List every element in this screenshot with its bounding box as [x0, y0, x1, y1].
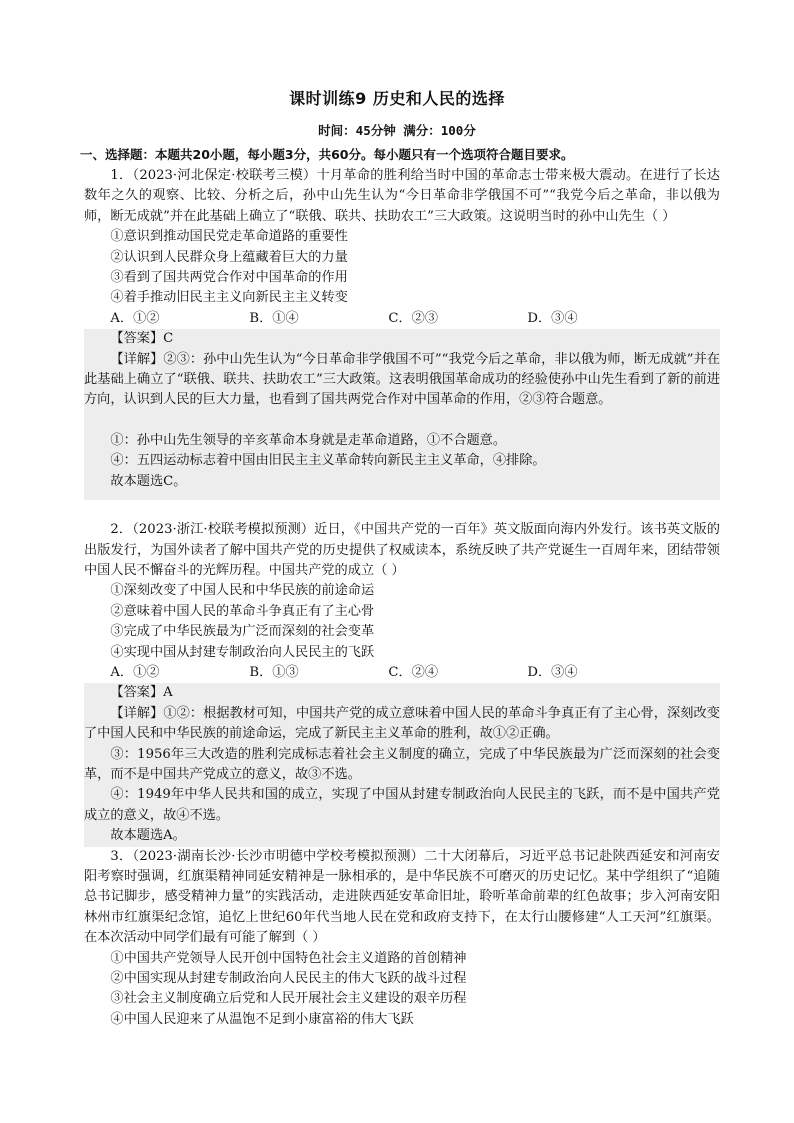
- question-3: [84, 847, 720, 1031]
- answer-label: 【答案】A: [110, 685, 173, 701]
- choice-d: D．③④: [527, 310, 578, 326]
- question-stem: 1．（2023·河北保定·校联考三模）十月革命的胜利给当时中国的革命志士带来极大震动。在进行了长达数年之久的观察、比较、分析之后，孙中山先生认为“今日革命非学俄国不可”“我党今后之革命，非以俄为师，断无成就”并在此基础上确立了“联俄、联共、扶助农工”三大政策。这说明当时的孙中山先生（ ）: [84, 168, 720, 224]
- choice-d: D．③④: [527, 664, 578, 680]
- statement-2: ②意味着中国人民的革命斗争真正有了主心骨: [110, 603, 375, 619]
- statement-3: ③看到了国共两党合作对中国革命的作用: [110, 270, 348, 286]
- answer-block: [84, 329, 720, 500]
- answer-block: [84, 683, 720, 846]
- choice-a: A．①②: [110, 664, 160, 680]
- choice-b: B．①③: [249, 664, 299, 680]
- questions-content: [84, 166, 720, 1030]
- question-1: [84, 166, 720, 500]
- statement-4: ④着手推动旧民主主义向新民主主义转变: [110, 290, 348, 306]
- explanation-para: ④：1949年中华人民共和国的成立，实现了中国从封建专制政治向人民民主的飞跃，而不是中国共产党成立的意义，故④不选。: [84, 787, 720, 823]
- page-title: 课时训练9 历史和人民的选择: [289, 89, 505, 108]
- explanation-conclusion: 故本题选C。: [110, 473, 187, 489]
- explanation-para: 【详解】①②：根据教材可知，中国共产党的成立意味着中国人民的革命斗争真正有了主心骨，深刻改变了中国人民和中华民族的前途命运，完成了新民主主义革命的胜利，故①②正确。: [84, 705, 720, 742]
- answer-label: 【答案】C: [110, 331, 174, 347]
- statement-4: ④实现中国从封建专制政治向人民民主的飞跃: [110, 644, 375, 660]
- explanation-para: 【详解】②③：孙中山先生认为“今日革命非学俄国不可”“我党今后之革命，非以俄为师，断无成就”并在此基础上确立了“联俄、联共、扶助农工”三大政策。这表明俄国革命成功的经验使孙中山先生看到了新的前进方向，认识到人民的巨大力量，也看到了国共两党合作对中国革命的作用，②③符合题意。: [84, 351, 720, 408]
- explanation-para: ④：五四运动标志着中国由旧民主主义革命转向新民主主义革命，④排除。: [110, 453, 546, 469]
- statement-1: ①意识到推动国民党走革命道路的重要性: [110, 229, 348, 245]
- exam-meta: 时间：45分钟 满分：100分: [318, 123, 476, 138]
- statement-1: ①深刻改变了中国人民和中华民族的前途命运: [110, 583, 375, 599]
- statement-2: ②认识到人民群众身上蕴藏着巨大的力量: [110, 249, 348, 265]
- choice-b: B．①④: [249, 310, 299, 326]
- explanation-conclusion: 故本题选A。: [110, 828, 186, 844]
- explanation-para: ①：孙中山先生领导的辛亥革命本身就是走革命道路，①不合题意。: [110, 432, 507, 448]
- choice-c: C．②④: [388, 664, 439, 680]
- answer-choices: [84, 309, 720, 329]
- explanation-para: ③：1956年三大改造的胜利完成标志着社会主义制度的确立，完成了中华民族最为广泛而深刻的社会变革，而不是中国共产党成立的意义，故③不选。: [84, 746, 720, 782]
- statement-4: ④中国人民迎来了从温饱不足到小康富裕的伟大飞跃: [110, 1011, 414, 1027]
- question-stem: 2．（2023·浙江·校联考模拟预测）近日，《中国共产党的一百年》英文版面向海内外发行。该书英文版的出版发行，为国外读者了解中国共产党的历史提供了权威读本，系统反映了共产党诞生一百周年来，团结带领中国人民不懈奋斗的光辉历程。中国共产党的成立（ ）: [84, 522, 720, 578]
- statement-3: ③完成了中华民族最为广泛而深刻的社会变革: [110, 624, 375, 640]
- statement-3: ③社会主义制度确立后党和人民开展社会主义建设的艰辛历程: [110, 991, 467, 1007]
- answer-choices: [84, 663, 720, 683]
- question-2: [84, 520, 720, 847]
- choice-c: C．②③: [388, 310, 439, 326]
- statement-1: ①中国共产党领导人民开创中国特色社会主义道路的首创精神: [110, 950, 467, 966]
- question-stem: 3．（2023·湖南长沙·长沙市明德中学校考模拟预测）二十大闭幕后，习近平总书记赴陕西延安和河南安阳考察时强调，红旗渠精神同延安精神是一脉相承的，是中华民族不可磨灭的历史记忆。某中学组织了“追随总书记脚步，感受精神力量”的实践活动，走进陕西延安革命旧址，聆听革命前辈的红色故事；步入河南安阳林州市红旗渠纪念馆，追忆上世纪60年代当地人民在党和政府支持下，在太行山腰修建“人工天河”红旗渠。在本次活动中同学们最有可能了解到（ ）: [84, 848, 720, 946]
- choice-a: A．①②: [110, 310, 160, 326]
- statement-2: ②中国实现从封建专制政治向人民民主的伟大飞跃的战斗过程: [110, 971, 467, 987]
- section-heading: 一、选择题：本题共20小题，每小题3分，共60分。每小题只有一个选项符合题目要求。: [80, 147, 574, 162]
